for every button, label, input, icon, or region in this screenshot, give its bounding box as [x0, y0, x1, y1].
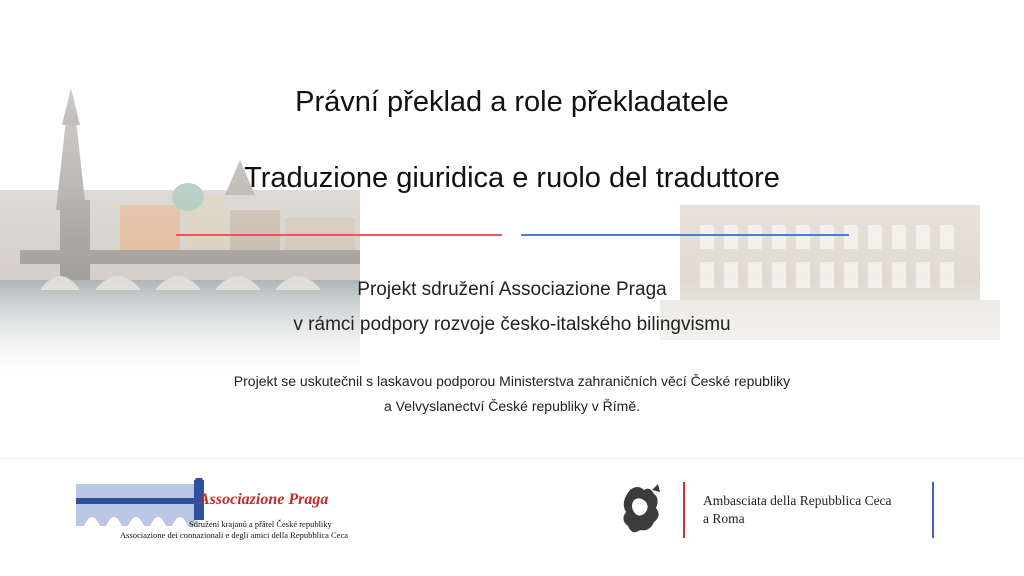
associazione-praga-line-2: Associazione dei connazionali e degli amici della Repubblica Ceca	[120, 530, 348, 540]
support-note-line-1: Projekt se uskutečnil s laskavou podporou Ministerstva zahraničních věcí České republiky	[233, 373, 791, 389]
title-czech: Právní překlad a role překladatele	[295, 86, 729, 118]
embassy-divider-blue	[932, 482, 934, 538]
embassy-name	[703, 492, 892, 528]
embassy-line-2: a Roma	[703, 511, 745, 526]
divider-blue	[521, 234, 849, 236]
title-italian: Traduzione giuridica e ruolo del traduttore	[244, 162, 780, 194]
footer-divider	[0, 458, 1024, 459]
associazione-praga-line-1: Sdružení krajanů a přátel České republiky	[189, 519, 332, 529]
associazione-praga-name: Associazione Praga	[199, 491, 329, 508]
embassy-line-1: Ambasciata della Repubblica Ceca	[703, 493, 892, 508]
divider-red	[176, 234, 502, 236]
subtitle-line-1: Projekt sdružení Associazione Praga	[357, 279, 667, 300]
embassy-divider-red	[683, 482, 685, 538]
support-note-line-2: a Velvyslanectví České republiky v Římě.	[384, 398, 640, 414]
czech-lion-emblem-icon	[616, 480, 668, 540]
subtitle-line-2: v rámci podpory rozvoje česko-italského bilingvismu	[293, 314, 731, 335]
